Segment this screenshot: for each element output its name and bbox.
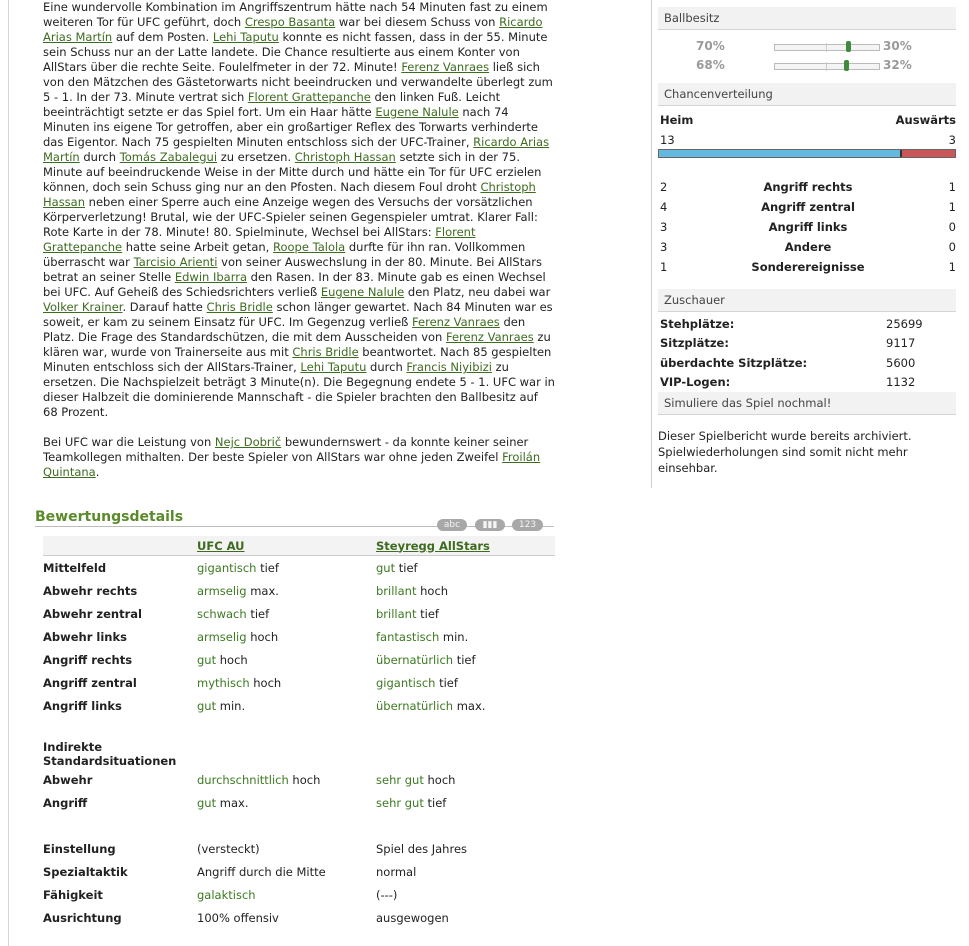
- rating-sublevel: min.: [439, 629, 469, 644]
- team-home-link[interactable]: UFC AU: [197, 536, 376, 556]
- rating-level: mythisch: [197, 675, 250, 690]
- report-paragraph: [43, 435, 555, 480]
- simulate-header[interactable]: Simuliere das Spiel nochmal!: [658, 392, 956, 415]
- rating-label: Angriff rechts: [43, 652, 133, 667]
- possession-row: [696, 37, 969, 56]
- rating-away: [376, 648, 555, 671]
- chancen-header: Chancenverteilung: [658, 83, 956, 106]
- rating-row: [43, 648, 555, 671]
- rating-row: [43, 860, 555, 883]
- chance-a: 1: [948, 200, 956, 214]
- player-link[interactable]: Eugene Nalule: [375, 105, 459, 119]
- rating-level: sehr gut: [376, 795, 424, 810]
- player-link[interactable]: Chris Bridle: [206, 300, 273, 314]
- player-link[interactable]: Volker Krainer: [43, 300, 123, 314]
- report-text: von seiner Auswechslung in der 80. Minute. Bei AllStars betrat an seiner Stelle: [43, 255, 542, 284]
- view-text-button[interactable]: abc: [437, 519, 467, 531]
- player-link[interactable]: Nejc Dobrič: [214, 435, 282, 449]
- player-link[interactable]: Florent Grattepanche: [247, 90, 371, 104]
- possession-away: 30%: [883, 39, 912, 53]
- player-link[interactable]: Florent Grattepanche: [43, 225, 476, 254]
- away-total: 3: [948, 133, 956, 147]
- rating-label: [43, 814, 197, 837]
- rating-level: gut: [197, 698, 217, 713]
- rating-label: [43, 717, 197, 740]
- rating-away: [376, 791, 555, 814]
- report-text: nach 74 Minuten ins eigene Tor getroffen, aber ein großartiger Reflex des Torwarts verhinderte das Eigentor. Nach 75 gespielten Minuten entschloss sich der UFC-Trainer,: [43, 105, 538, 149]
- rating-row: [43, 740, 555, 768]
- spectator-row: [652, 373, 969, 393]
- rating-level: übernatürlich: [376, 652, 454, 667]
- rating-row: [43, 717, 555, 740]
- chance-label: Angriff rechts: [763, 180, 853, 194]
- rating-sublevel: min.: [216, 698, 246, 713]
- rating-label: Abwehr rechts: [43, 583, 138, 598]
- report-text: bewundernswert - da konnte keiner seiner Teamkollegen mithalten. Der beste Spieler von AllStars war ohne jeden Zweifel: [43, 435, 529, 464]
- spectator-label: Sitzplätze:: [660, 336, 729, 351]
- rating-away: [376, 717, 555, 740]
- rating-row: [43, 883, 555, 906]
- rating-level: gut: [197, 795, 217, 810]
- rating-level: gigantisch: [197, 560, 257, 575]
- possession-slider: [774, 44, 880, 51]
- rating-sublevel: hoch: [416, 583, 449, 598]
- rating-level: gut: [376, 560, 396, 575]
- possession-away: 32%: [883, 58, 912, 72]
- rating-level: brillant: [376, 606, 417, 621]
- rating-level: gigantisch: [376, 675, 436, 690]
- chance-h: 3: [660, 220, 668, 234]
- spectator-row: [652, 314, 969, 334]
- ballbesitz-header: Ballbesitz: [658, 7, 956, 30]
- rating-level: galaktisch: [197, 887, 256, 902]
- report-text: schon länger gewartet. Nach 84 Minuten war es soweit, er kam zu seinem Einsatz für UFC. Im Gegenzug verließ: [43, 300, 553, 329]
- rating-sublevel: (---): [376, 887, 398, 902]
- rating-home: [197, 625, 376, 648]
- rating-row: [43, 906, 555, 929]
- player-link[interactable]: Crespo Basanta: [244, 15, 336, 29]
- rating-home: [197, 906, 376, 929]
- rating-row: [43, 694, 555, 717]
- possession-knob: [846, 41, 851, 52]
- ratings-header-row: [43, 536, 555, 556]
- ratings-header-blank: [43, 536, 197, 556]
- chancen-totals: [652, 133, 969, 147]
- rating-level: armselig: [197, 583, 247, 598]
- rating-level: übernatürlich: [376, 698, 454, 713]
- rating-home: [197, 556, 376, 580]
- rating-away: [376, 906, 555, 929]
- spectator-value: 9117: [886, 336, 916, 351]
- chance-row: [652, 237, 969, 257]
- rating-level: gut: [197, 652, 217, 667]
- rating-away: [376, 860, 555, 883]
- report-text: den Rasen. In der 83. Minute gab es einen Wechsel bei UFC. Auf Geheiß des Schiedsrichters verließ: [43, 270, 546, 299]
- rating-home: [197, 671, 376, 694]
- rating-row: [43, 579, 555, 602]
- rating-away: [376, 814, 555, 837]
- rating-home: [197, 860, 376, 883]
- rating-away: [376, 625, 555, 648]
- rating-row: [43, 556, 555, 580]
- report-text: konnte es nicht fassen, dass in der 55. Minute sein Schuss nur an der Latte landete. Die Chance resultierte aus einem Konter von AllStars über die rechte Seite. Foulelfmeter in der 72. Minute!: [43, 30, 548, 74]
- rating-label: Indirekte Standardsituationen: [43, 740, 177, 768]
- possession-home: 70%: [696, 39, 725, 53]
- spectator-label: überdachte Sitzplätze:: [660, 355, 808, 370]
- chancen-bar-away: [900, 150, 956, 157]
- rating-label: Angriff: [43, 795, 88, 810]
- chance-label: Angriff zentral: [761, 200, 855, 214]
- chance-h: 3: [660, 240, 668, 254]
- rating-sublevel: hoch: [288, 772, 321, 787]
- player-link[interactable]: Eugene Nalule: [320, 285, 405, 299]
- player-link[interactable]: Tarcisio Arienti: [133, 255, 218, 269]
- rating-sublevel: tief: [246, 606, 270, 621]
- report-paragraph: [43, 0, 555, 420]
- home-label: Heim: [660, 113, 694, 127]
- player-link[interactable]: Ricardo Arias Martín: [43, 135, 550, 164]
- report-text: durch: [366, 360, 407, 374]
- report-text: setzte sich in der 75. Minute auf beeindruckende Weise in der Mitte durch und hätte ein Tor für UFC erzielen können, doch sein Schuss ging nur an den Pfosten. Nach diesem Foul droht: [43, 150, 542, 194]
- away-label: Auswärts: [895, 113, 956, 127]
- chance-row: [652, 217, 969, 237]
- rating-sublevel: 100% offensiv: [197, 910, 279, 925]
- rating-away: [376, 883, 555, 906]
- chance-a: 1: [948, 260, 956, 274]
- rating-label: Spezialtaktik: [43, 864, 128, 879]
- rating-away: [376, 768, 555, 791]
- chancen-team-labels: [652, 113, 969, 127]
- zuschauer-rows: [652, 312, 969, 392]
- rating-sublevel: hoch: [249, 675, 282, 690]
- rating-home: [197, 837, 376, 860]
- rating-away: [376, 579, 555, 602]
- player-link[interactable]: Lehi Taputu: [212, 30, 279, 44]
- rating-home: [197, 579, 376, 602]
- player-link[interactable]: Ferenz Vanraes: [401, 60, 490, 74]
- player-link[interactable]: Ricardo Arias Martín: [43, 15, 543, 44]
- rating-home: [197, 883, 376, 906]
- rating-home: [197, 694, 376, 717]
- rating-home: [197, 791, 376, 814]
- rating-away: [376, 740, 555, 768]
- rating-sublevel: tief: [435, 675, 458, 690]
- spectator-row: [652, 353, 969, 373]
- player-link[interactable]: Ferenz Vanraes: [412, 315, 500, 329]
- player-link[interactable]: Christoph Hassan: [43, 180, 536, 209]
- ratings-table: [43, 536, 555, 929]
- chance-a: 0: [948, 240, 956, 254]
- rating-home: [197, 717, 376, 740]
- chancen-bar-home: [659, 150, 900, 157]
- report-text: Eine wundervolle Kombination im Angriffszentrum hätte nach 54 Minuten fast zu einem weiteren Tor für UFC geführt, doch: [43, 0, 548, 29]
- report-text: den Platz, neu dabei war: [404, 285, 551, 299]
- rating-away: [376, 556, 555, 580]
- rating-home: [197, 768, 376, 791]
- spectator-value: 5600: [886, 355, 916, 370]
- chance-label: Andere: [784, 240, 832, 254]
- chance-row: [652, 177, 969, 197]
- player-link[interactable]: Ferenz Vanraes: [446, 330, 534, 344]
- rating-sublevel: hoch: [246, 629, 279, 644]
- player-link[interactable]: Tomás Zabalegui: [119, 150, 218, 164]
- rating-sublevel: normal: [376, 864, 417, 879]
- chancen-rows: [652, 177, 969, 277]
- spectator-label: VIP-Logen:: [660, 375, 731, 390]
- chance-label: Sonderereignisse: [751, 260, 865, 274]
- page-left-border: [8, 0, 9, 946]
- rating-label: Angriff zentral: [43, 675, 137, 690]
- archive-note: Dieser Spielbericht wurde bereits archiviert. Spielwiederholungen sind somit nicht mehr einsehbar.: [658, 429, 912, 475]
- player-link[interactable]: Edwin Ibarra: [174, 270, 247, 284]
- rating-label: Angriff links: [43, 698, 122, 713]
- rating-sublevel: tief: [256, 560, 279, 575]
- possession-row: [696, 56, 969, 75]
- view-bars-button[interactable]: ▮▮▮: [475, 519, 505, 531]
- player-link[interactable]: Roope Talola: [273, 240, 346, 254]
- rating-sublevel: max.: [453, 698, 486, 713]
- rating-sublevel: ausgewogen: [376, 910, 449, 925]
- player-link[interactable]: Lehi Taputu: [300, 360, 367, 374]
- report-text: durch: [79, 150, 120, 164]
- report-text: zu ersetzen.: [217, 150, 295, 164]
- spectator-value: 25699: [886, 316, 923, 331]
- rating-row: [43, 625, 555, 648]
- report-text: zu klären war, wurde von Trainerseite aus mit: [43, 330, 551, 359]
- chance-a: 1: [948, 180, 956, 194]
- rating-sublevel: Angriff durch die Mitte: [197, 864, 326, 879]
- rating-home: [197, 740, 376, 768]
- chance-label: Angriff links: [768, 220, 848, 234]
- rating-sublevel: tief: [453, 652, 476, 667]
- player-link[interactable]: Chris Bridle: [292, 345, 359, 359]
- chance-a: 0: [948, 220, 956, 234]
- report-text: den Platz. Die Frage des Standardschützen, die mit dem Ausscheiden von: [43, 315, 526, 344]
- home-total: 13: [660, 133, 675, 147]
- rating-label: Abwehr links: [43, 629, 127, 644]
- rating-label: Einstellung: [43, 841, 116, 856]
- rating-home: [197, 602, 376, 625]
- report-text: neben einer Sperre auch eine Anzeige wegen des Versuchs der vorsätzlichen Körperverletzung! Brutal, wie der UFC-Spieler seinen Gegenspieler umtrat. Klarer Fall: Rote Karte in der 78. Minute! 80. Spielminute, Wechsel bei AllStars:: [43, 195, 538, 239]
- rating-away: [376, 602, 555, 625]
- rating-row: [43, 791, 555, 814]
- rating-level: armselig: [197, 629, 247, 644]
- report-text: beantwortet. Nach 85 gespielten Minuten entschloss sich der AllStars-Trainer,: [43, 345, 552, 374]
- rating-away: [376, 671, 555, 694]
- rating-level: schwach: [197, 606, 247, 621]
- report-text: Bei UFC war die Leistung von: [43, 435, 215, 449]
- report-text: den linken Fuß. Leicht beeinträchtigt setzte er das Spiel fort. Um ein Haar hätte: [43, 90, 501, 119]
- rating-level: fantastisch: [376, 629, 440, 644]
- rating-row: [43, 768, 555, 791]
- rating-level: brillant: [376, 583, 417, 598]
- rating-level: sehr gut: [376, 772, 424, 787]
- rating-sublevel: max.: [216, 795, 249, 810]
- team-away-link[interactable]: Steyregg AllStars: [376, 536, 555, 556]
- chancen-bar: [658, 149, 956, 158]
- rating-away: [376, 837, 555, 860]
- rating-sublevel: tief: [395, 560, 418, 575]
- rating-sublevel: hoch: [423, 772, 456, 787]
- possession-knob: [844, 60, 849, 71]
- chance-row: [652, 197, 969, 217]
- bewertung-title: Bewertungsdetails: [35, 509, 184, 525]
- rating-sublevel: (versteckt): [197, 841, 260, 856]
- chance-h: 4: [660, 200, 668, 214]
- player-link[interactable]: Christoph Hassan: [294, 150, 396, 164]
- ballbesitz-box: [652, 30, 969, 75]
- rating-sublevel: Spiel des Jahres: [376, 841, 468, 856]
- rating-row: [43, 837, 555, 860]
- rating-label: Ausrichtung: [43, 910, 122, 925]
- report-text: hatte seine Arbeit getan,: [122, 240, 273, 254]
- possession-slider: [774, 63, 880, 70]
- report-text: ließ sich von den Mätzchen des Gästetorwarts nicht beeindrucken und verwandelte überlegt zum 5 - 1. In der 73. Minute vertrat sich: [43, 60, 553, 104]
- rating-home: [197, 648, 376, 671]
- rating-label: Abwehr zentral: [43, 606, 142, 621]
- spectator-label: Stehplätze:: [660, 316, 735, 331]
- rating-label: Fähigkeit: [43, 887, 103, 902]
- rating-sublevel: hoch: [216, 652, 248, 667]
- report-text: durfte für ihn ran. Vollkommen überrascht war: [43, 240, 526, 269]
- report-text: zu ersetzen. Die Nachspielzeit beträgt 3 Minute(n). Die Begegnung endete 5 - 1. UFC war in dieser Halbzeit die dominierende Mannschaft - die Spieler brachten den Ballbesitz auf 68 Prozent.: [43, 360, 555, 419]
- spectator-value: 1132: [886, 375, 916, 390]
- rating-row: [43, 814, 555, 837]
- spectator-row: [652, 334, 969, 354]
- rating-sublevel: tief: [416, 606, 439, 621]
- chance-h: 1: [660, 260, 668, 274]
- player-link[interactable]: Froilán Quintana: [43, 450, 541, 479]
- player-link[interactable]: Francis Niyibizi: [406, 360, 492, 374]
- report-text: . Darauf hatte: [122, 300, 207, 314]
- zuschauer-header: Zuschauer: [658, 289, 956, 312]
- rating-level: durchschnittlich: [197, 772, 289, 787]
- report-text: auf dem Posten.: [112, 30, 213, 44]
- rating-sublevel: tief: [423, 795, 447, 810]
- report-text: war bei diesem Schuss von: [335, 15, 500, 29]
- report-text: .: [95, 465, 100, 479]
- sidebar: [651, 0, 969, 488]
- rating-label: Mittelfeld: [43, 560, 107, 575]
- rating-sublevel: max.: [246, 583, 279, 598]
- chance-row: [652, 257, 969, 277]
- view-numbers-button[interactable]: 123: [512, 519, 543, 531]
- chance-h: 2: [660, 180, 668, 194]
- rating-label: Abwehr: [43, 772, 93, 787]
- rating-away: [376, 694, 555, 717]
- rating-row: [43, 602, 555, 625]
- rating-row: [43, 671, 555, 694]
- possession-home: 68%: [696, 58, 725, 72]
- rating-home: [197, 814, 376, 837]
- match-report: [43, 0, 555, 495]
